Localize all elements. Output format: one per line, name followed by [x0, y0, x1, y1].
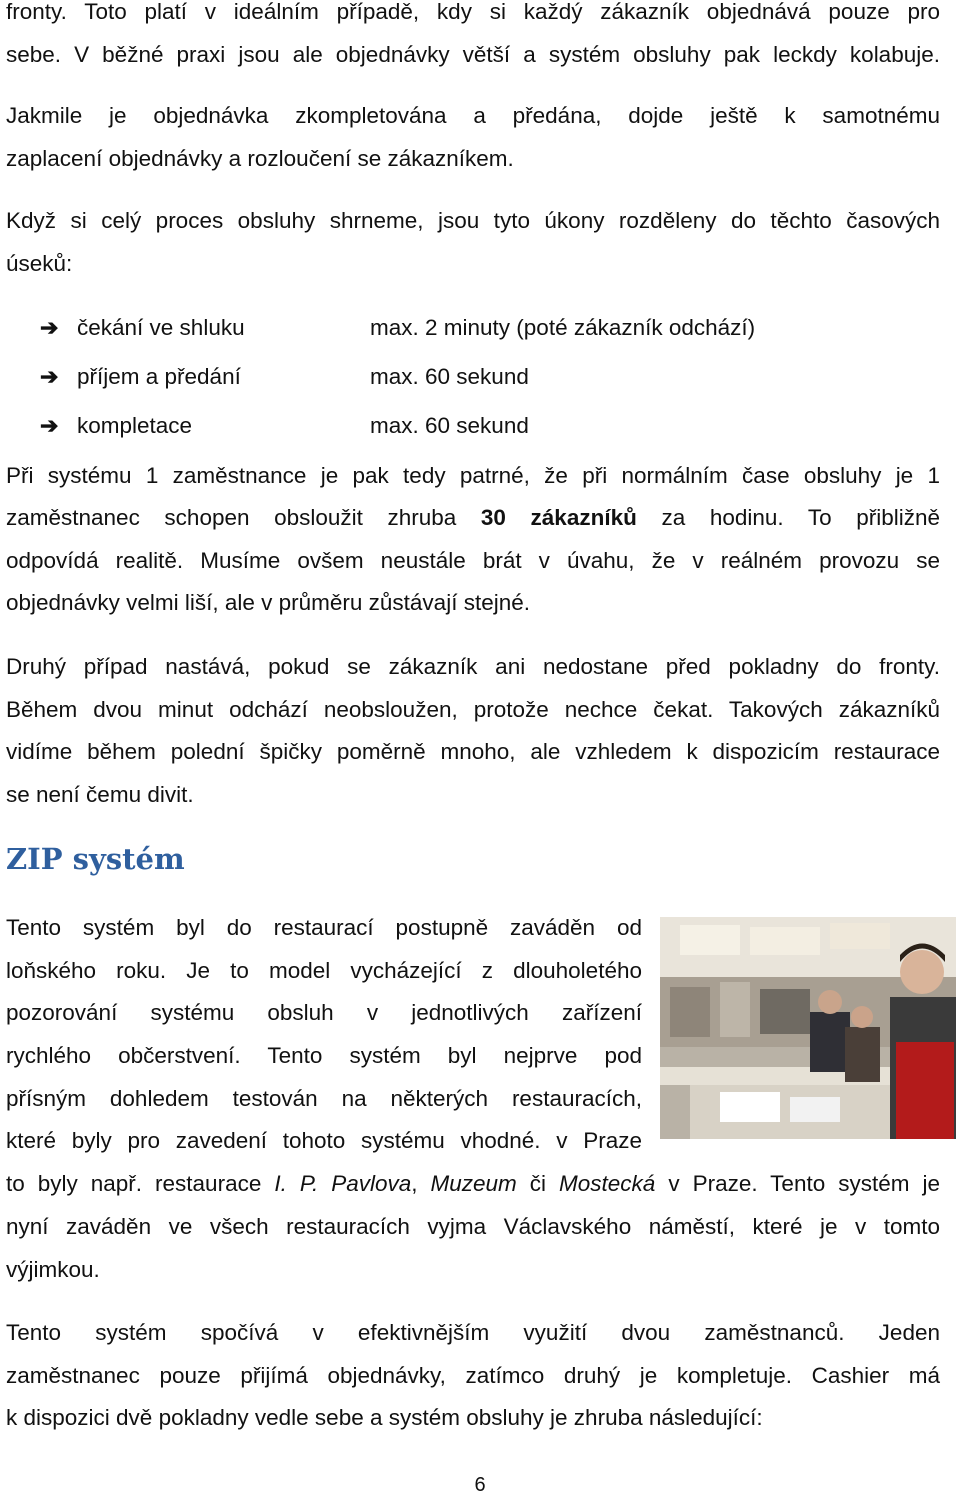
italic-text: Mostecká: [559, 1171, 656, 1196]
paragraph-principle-line2: zaměstnanec pouze přijímá objednávky, zatímco druhý je kompletuje. Cashier má: [6, 1363, 940, 1388]
section-heading: ZIP systém: [6, 842, 185, 876]
paragraph-completion-line2: zaplacení objednávky a rozloučení se zákazníkem.: [6, 146, 514, 171]
list-item: [40, 307, 900, 356]
paragraph-completion-line1: Jakmile je objednávka zkompletována a předána, dojde ještě k samotnému: [6, 103, 940, 128]
paragraph-zip-line6: které byly pro zavedení tohoto systému vhodné. v Praze: [6, 1128, 642, 1153]
paragraph-one-employee-line4: objednávky velmi liší, ale v průměru zůstávají stejné.: [6, 590, 530, 615]
paragraph-principle-line3: k dispozici dvě pokladny vedle sebe a systém obsluhy je zhruba následující:: [6, 1405, 763, 1430]
paragraph-zip-line3: pozorování systému obsluh v jednotlivých zařízení: [6, 1000, 642, 1025]
paragraph-one-employee-line3: odpovídá realitě. Musíme ovšem neustále brát v úvahu, že v reálném provozu se: [6, 548, 940, 573]
paragraph-summary-line2: úseků:: [6, 251, 73, 276]
text-run: za hodinu. To přibližně: [636, 505, 940, 530]
paragraph-zip-line7: [6, 1163, 940, 1206]
bold-text: 30 zákazníků: [480, 505, 637, 530]
paragraph-summary-line1: Když si celý proces obsluhy shrneme, jsou tyto úkony rozděleny do těchto časových: [6, 208, 940, 233]
time-segments-list: [40, 307, 900, 454]
list-item: [40, 405, 900, 454]
list-item: [40, 356, 900, 405]
arrow-right-icon: ➔: [40, 413, 59, 438]
paragraph-one-employee-line2: [6, 497, 940, 540]
paragraph-second-case-line2: Během dvou minut odchází neobsloužen, protože nechce čekat. Takových zákazníků: [6, 697, 940, 722]
list-item-value: max. 60 sekund: [370, 364, 529, 389]
page-number: 6: [474, 1474, 486, 1496]
paragraph-zip-line1: Tento systém byl do restaurací postupně zaváděn od: [6, 915, 642, 940]
arrow-right-icon: ➔: [40, 364, 59, 389]
list-item-label: kompletace: [77, 413, 193, 438]
paragraph-second-case-line1: Druhý případ nastává, pokud se zákazník ani nedostane před pokladny do fronty.: [6, 654, 940, 679]
paragraph-zip-line8: nyní zaváděn ve všech restauracích vyjma Václavského náměstí, které je v tomto: [6, 1214, 940, 1239]
list-item-label: čekání ve shluku: [77, 315, 245, 340]
text-run: či: [516, 1171, 560, 1196]
text-run: to byly např. restaurace: [6, 1171, 275, 1196]
italic-text: I. P. Pavlova: [274, 1171, 412, 1196]
paragraph-second-case-line3: vidíme během polední špičky poměrně mnoho, ale vzhledem k dispozicím restaurace: [6, 739, 940, 764]
paragraph-intro-line2: sebe. V běžné praxi jsou ale objednávky větší a systém obsluhy pak leckdy kolabuje.: [6, 42, 940, 67]
paragraph-zip-line2: loňského roku. Je to model vycházející z dlouholetého: [6, 958, 642, 983]
paragraph-principle-line1: Tento systém spočívá v efektivnějším využití dvou zaměstnanců. Jeden: [6, 1320, 940, 1345]
paragraph-intro-line1: fronty. Toto platí v ideálním případě, kdy si každý zákazník objednává pouze pro: [6, 0, 940, 24]
text-run: ,: [411, 1171, 431, 1196]
paragraph-zip-line4: rychlého občerstvení. Tento systém byl nejprve pod: [6, 1043, 642, 1068]
list-item-value: max. 2 minuty (poté zákazník odchází): [370, 315, 756, 340]
list-item-value: max. 60 sekund: [370, 413, 529, 438]
text-run: v Praze. Tento systém je: [655, 1171, 940, 1196]
list-item-label: příjem a předání: [77, 364, 241, 389]
paragraph-second-case-line4: se není čemu divit.: [6, 782, 194, 807]
restaurant-counter-photo: [660, 917, 956, 1139]
arrow-right-icon: ➔: [40, 315, 59, 340]
paragraph-zip-line5: přísným dohledem testován na některých restauracích,: [6, 1086, 642, 1111]
paragraph-zip-line9: výjimkou.: [6, 1257, 100, 1282]
paragraph-one-employee-line1: Při systému 1 zaměstnance je pak tedy patrné, že při normálním čase obsluhy je 1: [6, 463, 940, 488]
text-run: zaměstnanec schopen obsloužit zhruba: [6, 505, 481, 530]
italic-text: Muzeum: [430, 1171, 517, 1196]
